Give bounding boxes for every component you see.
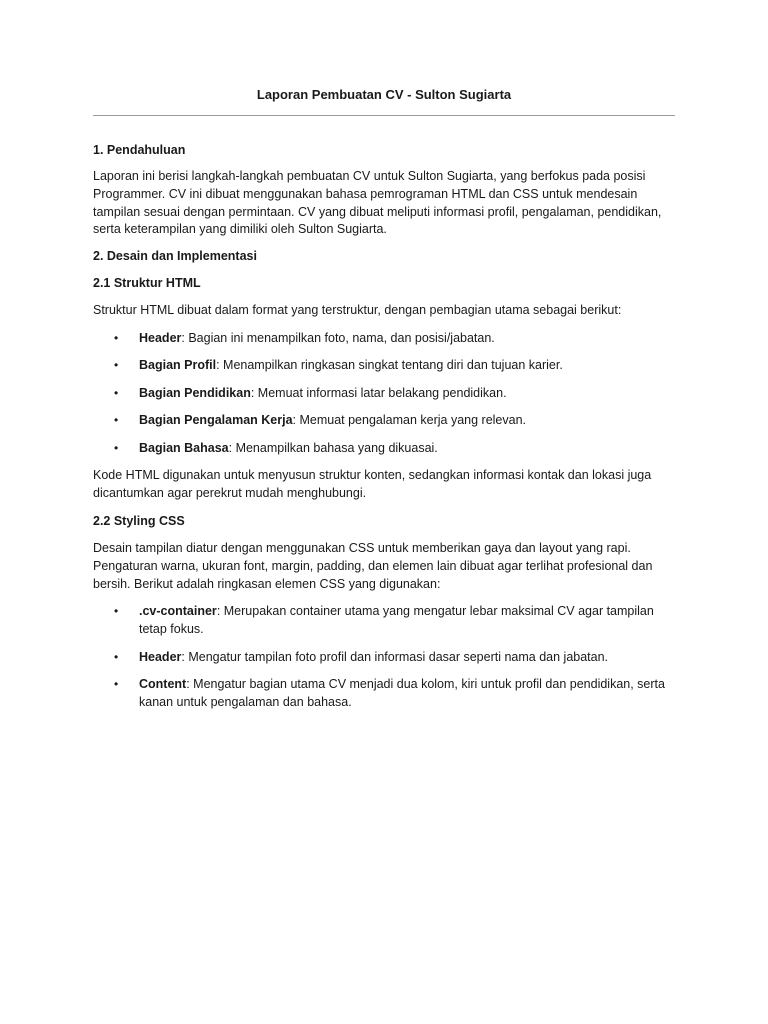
section-1-paragraph: Laporan ini berisi langkah-langkah pembuatan CV untuk Sulton Sugiarta, yang berfokus pada posisi Programmer. CV ini dibuat menggunakan bahasa pemrograman HTML dan CSS untuk mendesain tampilan sesuai dengan permintaan. CV yang dibuat meliputi informasi profil, pengalaman, pendidikan, serta keterampilan yang dimiliki oleh Sulton Sugiarta. xyxy=(93,169,662,237)
list-item xyxy=(93,330,675,348)
section-1-heading: 1. Pendahuluan xyxy=(93,143,186,157)
list-item-desc: : Menampilkan bahasa yang dikuasai. xyxy=(228,440,438,455)
bullet-icon: • xyxy=(114,649,119,664)
list-item-term: Bagian Bahasa xyxy=(139,440,229,455)
bullet-icon: • xyxy=(114,385,119,400)
document-page xyxy=(93,86,675,712)
list-item xyxy=(93,412,675,430)
list-item-term: Header xyxy=(139,649,182,664)
bullet-icon: • xyxy=(114,358,119,373)
list-item-desc: : Bagian ini menampilkan foto, nama, dan posisi/jabatan. xyxy=(181,330,495,345)
html-structure-list xyxy=(93,330,675,457)
section-2-heading: 2. Desain dan Implementasi xyxy=(93,249,257,264)
list-item-desc: : Memuat pengalaman kerja yang relevan. xyxy=(292,413,526,428)
bullet-icon: • xyxy=(114,440,119,455)
list-item-desc: : Merupakan container utama yang mengatur lebar maksimal CV agar tampilan tetap fokus. xyxy=(139,604,654,637)
section-2-2-heading: 2.2 Styling CSS xyxy=(93,513,185,528)
list-item xyxy=(93,357,675,375)
section-2-1-intro: Struktur HTML dibuat dalam format yang terstruktur, dengan pembagian utama sebagai berikut: xyxy=(93,303,622,318)
list-item-term: Bagian Pendidikan xyxy=(139,385,251,400)
bullet-icon: • xyxy=(114,604,119,619)
list-item-desc: : Menampilkan ringkasan singkat tentang diri dan tujuan karier. xyxy=(216,358,563,373)
section-2-1-closing: Kode HTML digunakan untuk menyusun struktur konten, sedangkan informasi kontak dan lokasi juga dicantumkan agar perekrut mudah menghubungi. xyxy=(93,468,652,501)
css-elements-list xyxy=(93,603,675,711)
list-item xyxy=(93,649,675,667)
list-item xyxy=(93,603,675,639)
list-item-desc: : Mengatur bagian utama CV menjadi dua kolom, kiri untuk profil dan pendidikan, serta kanan untuk pengalaman dan bahasa. xyxy=(139,676,665,709)
bullet-icon: • xyxy=(114,330,119,345)
list-item-desc: : Memuat informasi latar belakang pendidikan. xyxy=(250,385,507,400)
list-item-term: .cv-container xyxy=(139,604,217,619)
list-item-desc: : Mengatur tampilan foto profil dan informasi dasar seperti nama dan jabatan. xyxy=(181,649,609,664)
list-item xyxy=(93,440,675,458)
list-item-term: Content xyxy=(139,676,187,691)
bullet-icon: • xyxy=(114,413,119,428)
bullet-icon: • xyxy=(114,676,119,691)
list-item xyxy=(93,385,675,403)
list-item-term: Header xyxy=(139,330,182,345)
list-item-term: Bagian Pengalaman Kerja xyxy=(139,413,293,428)
section-2-1-heading: 2.1 Struktur HTML xyxy=(93,276,201,291)
list-item xyxy=(93,676,675,712)
list-item-term: Bagian Profil xyxy=(139,358,217,373)
section-2-2-intro: Desain tampilan diatur dengan menggunakan CSS untuk memberikan gaya dan layout yang rapi. Pengaturan warna, ukuran font, margin, padding, dan elemen lain dibuat agar terlihat profesional dan bersih. Berikut adalah ringkasan elemen CSS yang digunakan: xyxy=(93,540,653,591)
document-title: Laporan Pembuatan CV - Sulton Sugiarta xyxy=(256,87,512,102)
title-divider xyxy=(93,115,675,116)
